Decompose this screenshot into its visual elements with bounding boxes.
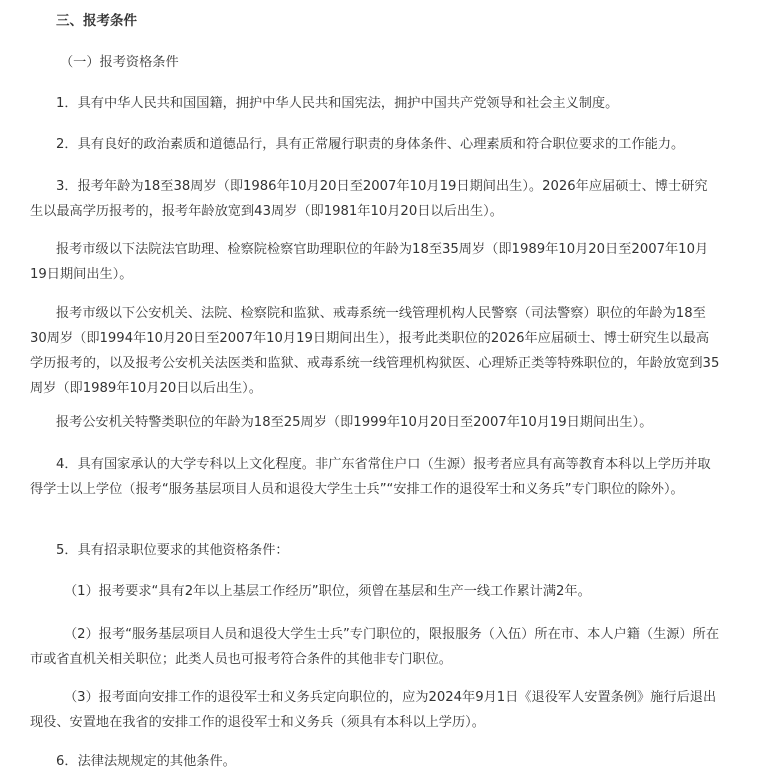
section-title: 三、报考条件: [56, 13, 137, 29]
condition-paragraph-3-special-police-age: 报考公安机关特警类职位的年龄为18至25周岁（即1999年10月20日至2007年10月19日期间出生）。: [56, 415, 653, 430]
condition-paragraph-5: 5．具有招录职位要求的其他资格条件：: [56, 543, 289, 558]
condition-paragraph-3-police-age: 报考市级以下公安机关、法院、检察院和监狱、戒毒系统一线管理机构人民警察（司法警察）职位的年龄为18至30周岁（即1994年10月20日至2007年10月19日期间出生），报考此类职位的2026年应届硕士、博士研究生以最高学历报考的，以及报考公安机关法医类和监狱、戒毒系统一线管理机构狱医、心理矫正类等特殊职位的，年龄放宽到35周岁（即1989年10月20日以后出生）。: [30, 306, 720, 396]
condition-paragraph-4: 4．具有国家承认的大学专科以上文化程度。非广东省常住户口（生源）报考者应具有高等教育本科以上学历并取得学士以上学位（报考“服务基层项目人员和退役大学生士兵”“安排工作的退役军士和义务兵”专门职位的除外）。: [30, 457, 711, 497]
condition-item-5-2: （2）报考“服务基层项目人员和退役大学生士兵”专门职位的，限报服务（入伍）所在市、本人户籍（生源）所在市或省直机关相关职位；此类人员也可报考符合条件的其他非专门职位。: [30, 627, 720, 667]
condition-paragraph-3: 3．报考年龄为18至38周岁（即1986年10月20日至2007年10月19日期间出生）。2026年应届硕士、博士研究生以最高学历报考的，报考年龄放宽到43周岁（即1981年10月20日以后出生）。: [30, 179, 708, 219]
condition-paragraph-6: 6．法律法规规定的其他条件。: [56, 754, 236, 769]
condition-paragraph-1: 1．具有中华人民共和国国籍，拥护中华人民共和国宪法，拥护中国共产党领导和社会主义制度。: [56, 96, 619, 111]
condition-item-5-3: （3）报考面向安排工作的退役军士和义务兵定向职位的，应为2024年9月1日《退役军人安置条例》施行后退出现役、安置地在我省的安排工作的退役军士和义务兵（须具有本科以上学历）。: [30, 690, 717, 730]
condition-item-5-1: （1）报考要求“具有2年以上基层工作经历”职位，须曾在基层和生产一线工作累计满2年。: [64, 584, 591, 599]
condition-paragraph-3-court-age: 报考市级以下法院法官助理、检察院检察官助理职位的年龄为18至35周岁（即1989年10月20日至2007年10月19日期间出生）。: [30, 242, 709, 282]
condition-paragraph-2: 2．具有良好的政治素质和道德品行，具有正常履行职责的身体条件、心理素质和符合职位要求的工作能力。: [56, 137, 685, 152]
subsection-title: （一）报考资格条件: [60, 55, 179, 70]
